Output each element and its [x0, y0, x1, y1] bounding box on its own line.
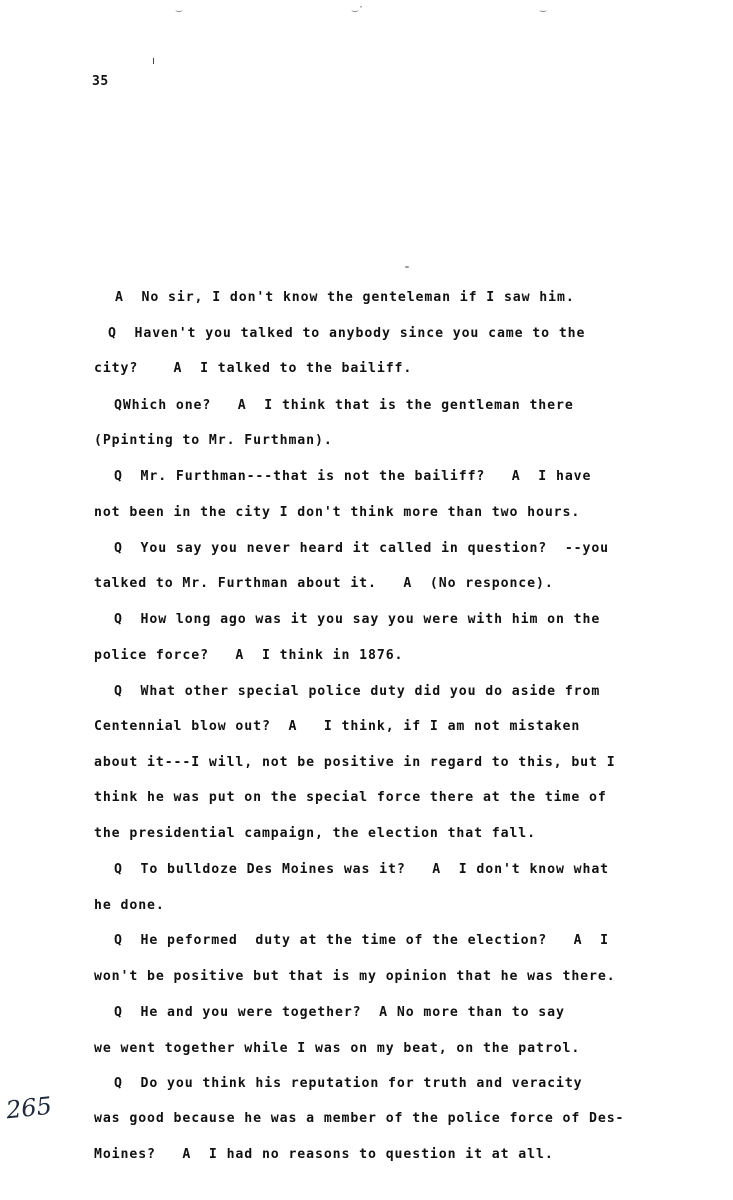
text-line: city? A I talked to the bailiff. — [94, 361, 413, 376]
text-line: (Ppinting to Mr. Furthman). — [94, 433, 333, 448]
text-line: Q What other special police duty did you do aside from — [114, 684, 601, 699]
handwritten-page-number: 265 — [4, 1091, 54, 1125]
ink-tick — [153, 58, 154, 64]
text-line: Moines? A I had no reasons to question it at all. — [94, 1147, 554, 1162]
text-line: A No sir, I don't know the genteleman if I saw him. — [115, 290, 575, 305]
text-line: won't be positive but that is my opinion that he was there. — [94, 969, 616, 984]
text-line: Centennial blow out? A I think, if I am not mistaken — [94, 719, 581, 734]
ink-speck — [405, 266, 409, 268]
text-line: not been in the city I don't think more than two hours. — [94, 505, 581, 520]
text-line: Q He and you were together? A No more than to say — [114, 1005, 565, 1020]
text-line: we went together while I was on my beat, on the patrol. — [94, 1041, 581, 1056]
text-line: he done. — [94, 898, 165, 913]
text-line: QWhich one? A I think that is the gentleman there — [114, 398, 574, 413]
text-line: Q You say you never heard it called in question? --you — [114, 541, 610, 556]
scan-mark: ‿ — [176, 2, 183, 13]
text-line: Q How long ago was it you say you were with him on the — [114, 612, 601, 627]
scan-mark: ‿ — [540, 2, 547, 13]
text-line: Q He peformed duty at the time of the election? A I — [114, 933, 610, 948]
text-line: about it---I will, not be positive in regard to this, but I — [94, 755, 616, 770]
text-line: the presidential campaign, the election that fall. — [94, 826, 536, 841]
text-line: Q To bulldoze Des Moines was it? A I don't know what — [114, 862, 610, 877]
page-number: 35 — [92, 74, 109, 89]
text-line: Q Haven't you talked to anybody since you came to the — [108, 326, 586, 341]
text-line: was good because he was a member of the police force of Des- — [94, 1111, 625, 1126]
text-line: talked to Mr. Furthman about it. A (No responce). — [94, 576, 554, 591]
text-line: police force? A I think in 1876. — [94, 648, 404, 663]
text-line: think he was put on the special force there at the time of — [94, 790, 607, 805]
scan-mark: ‿· — [352, 2, 365, 13]
text-line: Q Mr. Furthman---that is not the bailiff? A I have — [114, 469, 592, 484]
text-line: Q Do you think his reputation for truth and veracity — [114, 1076, 583, 1091]
